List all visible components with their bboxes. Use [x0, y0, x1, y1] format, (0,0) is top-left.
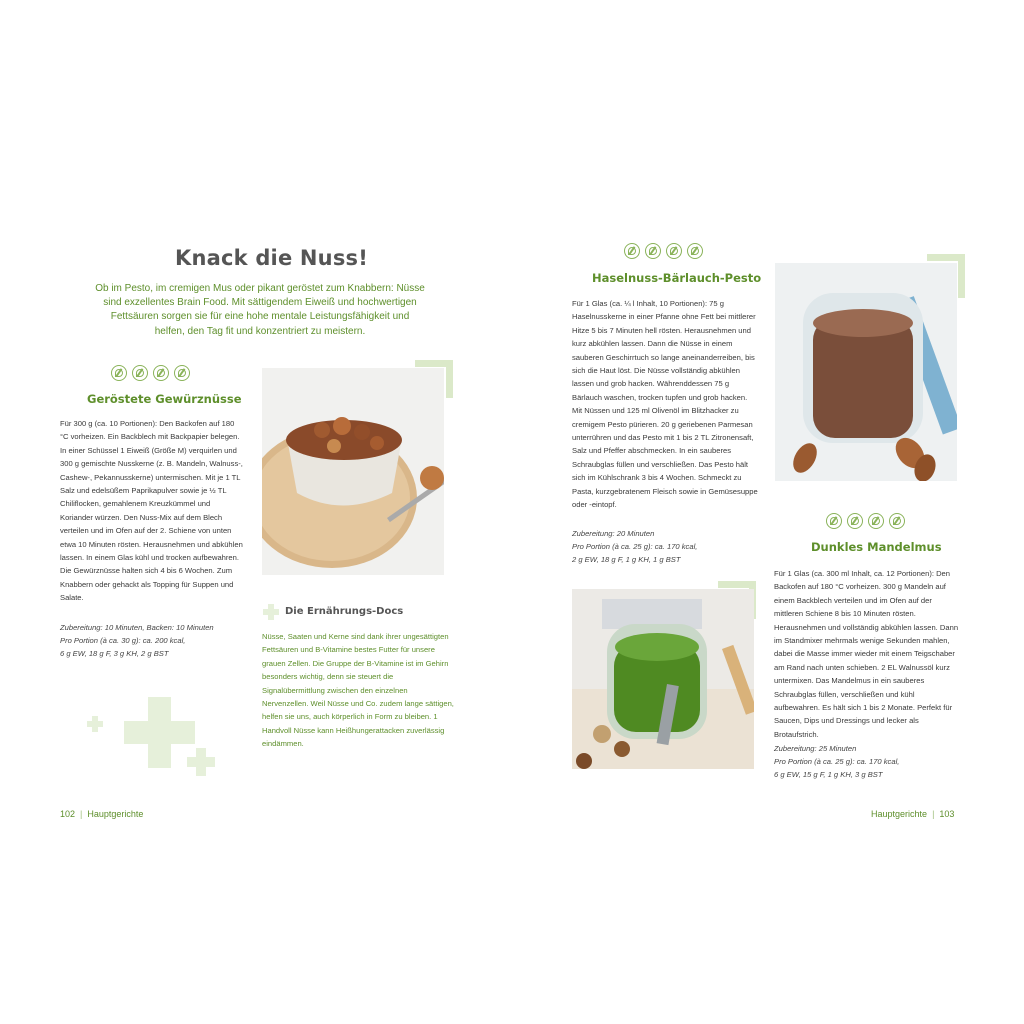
- recipe3-time: Zubereitung: 25 Minuten: [774, 744, 857, 753]
- gluten-free-icon: [132, 365, 148, 381]
- footer-left: 102 | Hauptgerichte: [60, 809, 144, 819]
- recipe3-body: Für 1 Glas (ca. 300 ml Inhalt, ca. 12 Portionen): Den Backofen auf 180 °C vorheizen. 300 g Mandeln auf einem Backblech verteilen und im Ofen auf der mittleren Schiene 8 bis 10 Minuten rösten. Herausnehmen und vollständig abkühlen lassen. Dann im Standmixer mehrmals wenige Sekunden mahlen, dabei die Masse immer wieder mit einem Teigschaber am Rand nach unten schieben. 2 EL Walnussöl kurz untermixen. Das Mandelmus in ein sauberes Schraubglas füllen, verschließen und kühl aufbewahren. Es hält sich 1 bis 2 Monate. Perfekt für Saucen, Dips und Dressings und lecker als Brotaufstrich.: [774, 569, 959, 739]
- vegan-icon: [174, 365, 190, 381]
- section-name-right: Hauptgerichte: [871, 809, 928, 819]
- recipe1-title: Geröstete Gewürznüsse: [87, 392, 242, 406]
- recipe2-meta: [572, 527, 762, 566]
- docs-title: Die Ernährungs-Docs: [285, 606, 404, 617]
- recipe2-title: Haselnuss-Bärlauch-Pesto: [592, 271, 762, 285]
- page-number-left: 102: [60, 809, 76, 819]
- recipe3-title: Dunkles Mandelmus: [811, 540, 942, 554]
- recipe3-macros: 6 g EW, 15 g F, 1 g KH, 3 g BST: [774, 770, 883, 779]
- page-number-right: 103: [939, 809, 955, 819]
- decorative-plus-icon: [124, 697, 195, 768]
- diet-icons-recipe1: [111, 365, 190, 381]
- gluten-free-icon: [847, 513, 863, 529]
- intro-text: Ob im Pesto, im cremigen Mus oder pikant geröstet zum Knabbern: Nüsse sind exzellentes Brain Food. Mit sättigendem Eiweiß und hochwertigen Fettsäuren sorgen sie für eine hohe mentale Leistungsfähigkeit und helfen, den Tag fit und konzentriert zu meistern.: [95, 283, 425, 337]
- page-title: Knack die Nuss!: [175, 246, 369, 270]
- vegan-icon: [687, 243, 703, 259]
- recipe2-nutrition: Pro Portion (à ca. 25 g): ca. 170 kcal,: [572, 542, 698, 551]
- diet-icons-recipe3: [826, 513, 905, 529]
- docs-body: Nüsse, Saaten und Kerne sind dank ihrer ungesättigten Fettsäuren und B-Vitamine bestes Futter für unsere grauen Zellen. Die Gruppe der B-Vitamine ist im Gehirn besonders wichtig, denn sie steuert die Signalübermittlung zwischen den einzelnen Nervenzellen. Weil Nüsse und Co. zudem lange sättigen, helfen sie uns, auch körperlich in Form zu bleiben. 1 Handvoll Nüsse kann Heißhungerattacken zuverlässig eindämmen.: [262, 632, 454, 749]
- section-name-left: Hauptgerichte: [87, 809, 144, 819]
- plus-icon: [263, 604, 279, 620]
- diet-icons-recipe2: [624, 243, 703, 259]
- decorative-plus-icon: [87, 716, 103, 732]
- recipe3-nutrition: Pro Portion (à ca. 25 g): ca. 170 kcal,: [774, 757, 900, 766]
- recipe2-time: Zubereitung: 20 Minuten: [572, 529, 655, 538]
- spiced-nuts-photo: [262, 368, 444, 575]
- vegetarian-icon: [111, 365, 127, 381]
- recipe2-body: Für 1 Glas (ca. ¼ l Inhalt, 10 Portionen): 75 g Haselnusskerne in einer Pfanne ohne Fett bei mittlerer Hitze 5 bis 7 Minuten hell rösten. Herausnehmen und kurz abkühlen lassen. Dann die Nüsse in einem sauberen Geschirrtuch so lange aneinanderreiben, bis sich die Haut löst. Die Nüsse vollständig abkühlen lassen und grob hacken. Währenddessen 75 g Bärlauch waschen, trocken tupfen und grob hacken. Mit Nüssen und 125 ml Olivenöl im Blitzhacker zu cremigem Pesto pürieren. 20 g geriebenen Parmesan unterrühren und das Pesto mit 1 bis 2 TL Zitronensaft, Salz und Pfeffer abschmecken. In ein sauberes Schraubglas füllen und verschließen. Das Pesto hält sich im Kühlschrank 3 bis 4 Wochen. Schmeckt zu Pasta, kurzgebratenem Fleisch sowie in Gemüsesuppe oder -eintopf.: [572, 299, 758, 510]
- recipe1-body: Für 300 g (ca. 10 Portionen): Den Backofen auf 180 °C vorheizen. Ein Backblech mit Backpapier belegen. In einer Schüssel 1 Eiweiß (Größe M) verquirlen und 300 g gemischte Nusskerne (z. B. Mandeln, Walnuss-, Cashew-, Pekannusskerne) untermischen. Mit je 1 TL Salz und edelsüßem Paprikapulver sowie je ½ TL Chiliflocken, gemahlenem Kreuzkümmel und Koriander würzen. Den Nuss-Mix auf dem Blech verteilen und im Ofen auf der 2. Schiene von unten etwa 10 Minuten rösten. Herausnehmen und abkühlen lassen. In einem Glas kühl und trocken aufbewahren. Die Gewürznüsse halten sich 4 bis 6 Wochen. Zum Knabbern oder gehackt als Topping für Suppen und Salate.: [60, 419, 243, 603]
- recipe1-meta: [60, 621, 250, 660]
- pesto-photo: [572, 589, 754, 769]
- lactose-free-icon: [153, 365, 169, 381]
- footer-right: Hauptgerichte | 103: [871, 809, 955, 819]
- recipe1-nutrition: Pro Portion (à ca. 30 g): ca. 200 kcal,: [60, 636, 186, 645]
- lactose-free-icon: [666, 243, 682, 259]
- vegan-icon: [889, 513, 905, 529]
- gluten-free-icon: [645, 243, 661, 259]
- decorative-plus-icon: [187, 748, 215, 776]
- lactose-free-icon: [868, 513, 884, 529]
- recipe3-meta: [774, 742, 964, 781]
- recipe1-time: Zubereitung: 10 Minuten, Backen: 10 Minuten: [60, 623, 214, 632]
- almond-butter-photo: [775, 263, 957, 481]
- recipe2-macros: 2 g EW, 18 g F, 1 g KH, 1 g BST: [572, 555, 681, 564]
- recipe1-macros: 6 g EW, 18 g F, 3 g KH, 2 g BST: [60, 649, 169, 658]
- vegetarian-icon: [826, 513, 842, 529]
- vegetarian-icon: [624, 243, 640, 259]
